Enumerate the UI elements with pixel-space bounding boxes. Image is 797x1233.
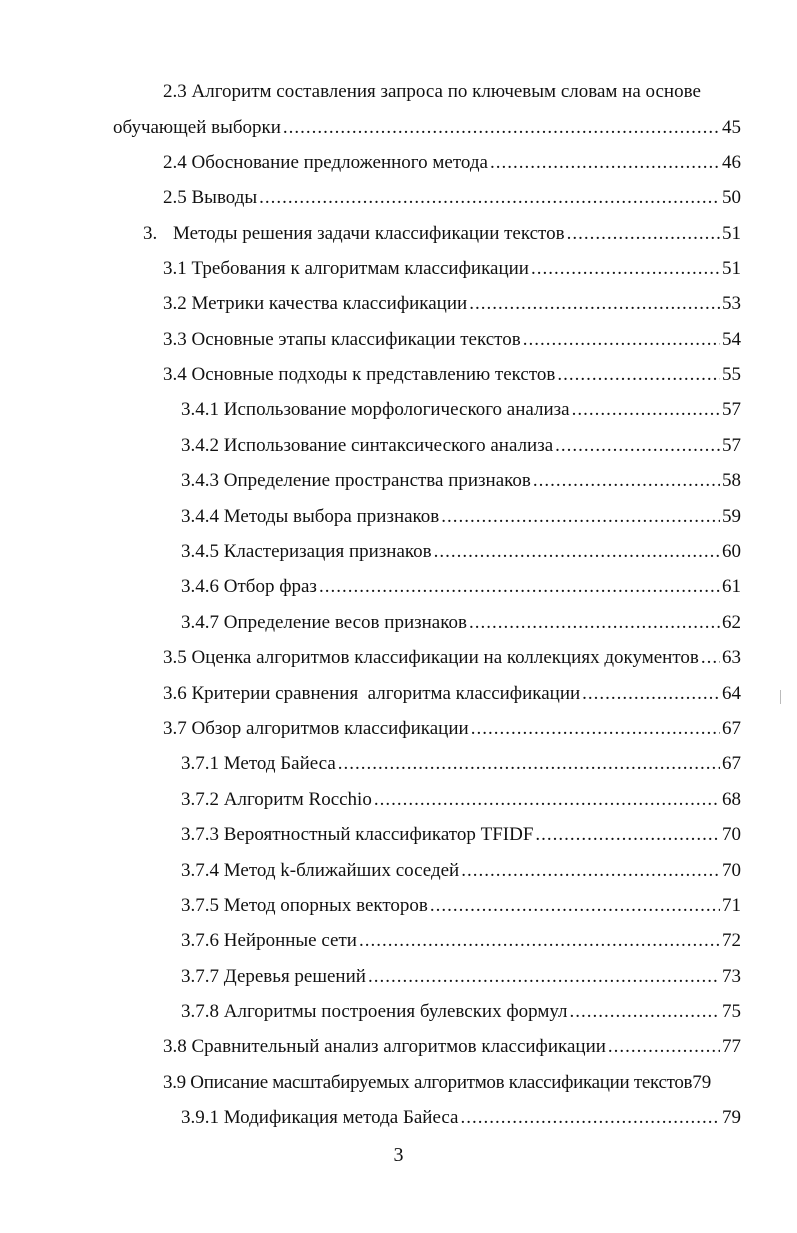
toc-page-number: 61 [722,576,741,597]
toc-entry-3-7-1[interactable] [181,752,741,776]
toc-entry-text: 3.6 Критерии сравнения алгоритма классификации [163,683,581,704]
toc-entry-text: 3.7.4 Метод k-ближайших соседей [181,860,460,881]
toc-entry-text: 3.8 Сравнительный анализ алгоритмов классификации [163,1036,606,1057]
dot-leader [441,505,720,529]
toc-entry-text: 3.7.1 Метод Байеса [181,753,336,774]
toc-entry-3-7-6[interactable] [181,929,741,953]
dot-leader [469,292,720,316]
toc-entry-2-3-line1: 2.3 Алгоритм составления запроса по ключевым словам на основе [163,81,701,102]
toc-page-number: 60 [722,541,741,562]
toc-entry-text: 3.4.7 Определение весов признаков [181,612,467,633]
scan-artifact [780,690,781,704]
toc-page-number: 51 [722,258,741,279]
toc-entry-3-6[interactable] [163,682,741,706]
toc-entry-3-8[interactable] [163,1035,741,1059]
toc-entry-text: 3.4.5 Кластеризация признаков [181,541,432,562]
toc-entry-3-7-7[interactable] [181,965,741,989]
toc-page-number: 64 [722,683,741,704]
toc-entry-text: 3.4.2 Использование синтаксического анализа [181,435,554,456]
toc-entry-3-4-3[interactable] [181,469,741,493]
toc-page-number: 59 [722,506,741,527]
toc-entry-3-7-2[interactable] [181,788,741,812]
toc-page-number: 77 [722,1036,741,1057]
dot-leader [570,1000,720,1024]
toc-entry-3-7[interactable] [163,717,741,741]
dot-leader [430,894,720,918]
dot-leader [460,1106,720,1130]
toc-page-number: 46 [722,152,741,173]
toc-entry-text: 3.7.3 Вероятностный классификатор TFIDF [181,824,534,845]
toc-page-number: 70 [722,824,741,845]
toc-entry-text-group [143,222,565,246]
dot-leader [533,469,720,493]
toc-chapter-number: 3. [143,223,158,244]
dot-leader [567,222,720,246]
dot-leader [523,328,720,352]
toc-entry-3-9-1[interactable] [181,1106,741,1130]
dot-leader [461,859,720,883]
toc-page-number: 57 [722,399,741,420]
toc-entry-3-3[interactable] [163,328,741,352]
dot-leader [572,398,720,422]
dot-leader [359,929,720,953]
toc-entry-text: 3.4.3 Определение пространства признаков [181,470,531,491]
toc-page-number: 72 [722,930,741,951]
toc-page-number: 51 [722,223,741,244]
dot-leader [535,823,720,847]
toc-entry-text: 3.7 Обзор алгоритмов классификации [163,718,469,739]
toc-entry-text: 3.4 Основные подходы к представлению текстов [163,364,556,385]
dot-leader [469,611,720,635]
toc-entry-2-5[interactable] [163,186,741,210]
toc-entry-3-4-2[interactable] [181,434,741,458]
dot-leader [471,717,720,741]
page-number: 3 [393,1144,404,1166]
toc-entry-text: обучающей выборки [113,117,281,138]
toc-entry-text: 3.5 Оценка алгоритмов классификации на коллекциях документов [163,647,699,668]
toc-entry-3-4-5[interactable] [181,540,741,564]
toc-entry-text: 2.5 Выводы [163,187,258,208]
dot-leader [283,116,720,140]
toc-entry-3-4[interactable] [163,363,741,387]
toc-entry-3[interactable] [143,222,741,246]
toc-page-number: 58 [722,470,741,491]
toc-entry-2-4[interactable] [163,151,741,175]
toc-page-number: 55 [722,364,741,385]
dot-leader [557,363,720,387]
toc-entry-text: Методы решения задачи классификации текстов [173,223,565,244]
toc-entry-3-7-8[interactable] [181,1000,741,1024]
dot-leader [531,257,720,281]
toc-page-number: 71 [722,895,741,916]
toc-page-number: 73 [722,966,741,987]
toc-entry-3-1[interactable] [163,257,741,281]
dot-leader [490,151,720,175]
toc-entry-text: 3.1 Требования к алгоритмам классификации [163,258,529,279]
toc-entry-3-5[interactable] [163,646,741,670]
toc-entry-3-4-4[interactable] [181,505,741,529]
dot-leader [608,1035,720,1059]
dot-leader [701,646,720,670]
toc-entry-3-7-3[interactable] [181,823,741,847]
toc-entry-3-9[interactable] [163,1071,741,1095]
dot-leader [319,575,720,599]
toc-entry-3-7-5[interactable] [181,894,741,918]
toc-page-number: 75 [722,1001,741,1022]
toc-page-number: 54 [722,329,741,350]
dot-leader [555,434,720,458]
toc-page-number: 79 [692,1072,712,1093]
dot-leader [338,752,720,776]
toc-entry-3-4-1[interactable] [181,398,741,422]
toc-entry-3-7-4[interactable] [181,859,741,883]
toc-entry-2-3[interactable] [113,116,741,140]
toc-entry-text: 3.7.2 Алгоритм Rocchio [181,789,372,810]
toc-page-number: 70 [722,860,741,881]
dot-leader [582,682,720,706]
toc-page-number: 62 [722,612,741,633]
toc-page-number: 68 [722,789,741,810]
toc-entry-3-2[interactable] [163,292,741,316]
toc-page-number: 57 [722,435,741,456]
toc-entry-text: 3.2 Метрики качества классификации [163,293,468,314]
toc-entry-text: 3.4.6 Отбор фраз [181,576,317,597]
toc-entry-text: 3.7.6 Нейронные сети [181,930,357,951]
toc-entry-text: 3.3 Основные этапы классификации текстов [163,329,521,350]
toc-entry-text: 3.7.7 Деревья решений [181,966,366,987]
toc-page-number: 79 [722,1107,741,1128]
toc-entry-text: 3.7.8 Алгоритмы построения булевских формул [181,1001,568,1022]
toc-page-number: 45 [722,117,741,138]
dot-leader [368,965,720,989]
toc-page-number: 50 [722,187,741,208]
toc-entry-text: 3.7.5 Метод опорных векторов [181,895,428,916]
toc-page-number: 63 [722,647,741,668]
toc-page-number: 53 [722,293,741,314]
toc-entry-text: 3.4.4 Методы выбора признаков [181,506,440,527]
toc-entry-text: 3.9.1 Модификация метода Байеса [181,1107,459,1128]
toc-entry-3-4-7[interactable] [181,611,741,635]
toc-page-number: 67 [722,718,741,739]
toc-entry-3-4-6[interactable] [181,575,741,599]
toc-entry-text: 3.9 Описание масштабируемых алгоритмов классификации текстов [163,1072,693,1093]
toc-entry-text: 3.4.1 Использование морфологического анализа [181,399,570,420]
dot-leader [259,186,720,210]
toc-entry-text: 2.4 Обоснование предложенного метода [163,152,488,173]
toc-page-number: 67 [722,753,741,774]
dot-leader [434,540,720,564]
dot-leader [374,788,720,812]
